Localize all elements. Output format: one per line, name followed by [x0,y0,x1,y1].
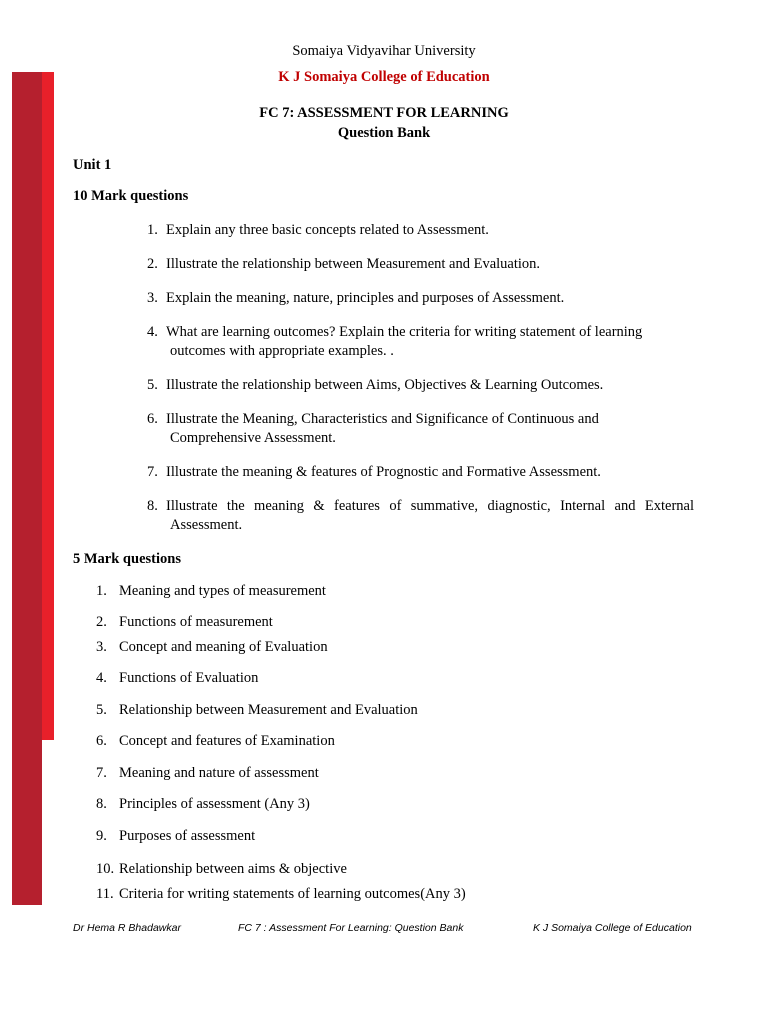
question-text: Criteria for writing statements of learning outcomes(Any 3) [119,886,466,902]
side-band-dark [12,72,42,905]
question-number: 6. [147,411,158,427]
question-number: 1. [147,222,158,238]
question-number: 1. [96,583,107,599]
question-number: 8. [147,498,158,514]
question-text: What are learning outcomes? Explain the criteria for writing statement of learning [166,324,643,340]
question-text: Illustrate the relationship between Aims, Objectives & Learning Outcomes. [166,377,604,393]
footer-college: K J Somaiya College of Education [533,922,692,934]
footer-author: Dr Hema R Bhadawkar [73,922,181,934]
question-text: Meaning and nature of assessment [119,765,319,781]
question-number: 11. [96,886,114,902]
question-number: 7. [147,464,158,480]
document-subtitle: Question Bank [337,125,431,141]
question-text: Principles of assessment (Any 3) [119,796,310,812]
question-text: Illustrate the relationship between Measurement and Evaluation. [166,256,541,272]
question-number: 9. [96,828,107,844]
question-text: Relationship between Measurement and Evaluation [119,702,418,718]
question-number: 8. [96,796,107,812]
question-text: Concept and features of Examination [119,733,335,749]
question-number: 2. [147,256,158,272]
question-text: Purposes of assessment [119,828,256,844]
question-number: 3. [147,290,158,306]
side-band-light [42,72,54,740]
question-number: 7. [96,765,107,781]
question-text: Illustrate the Meaning, Characteristics and Significance of Continuous and [166,411,599,427]
question-text: Functions of Evaluation [119,670,259,686]
question-text: Explain the meaning, nature, principles and purposes of Assessment. [166,290,565,306]
ten-mark-heading: 10 Mark questions [73,188,189,204]
question-text-continued: Assessment. [170,517,243,533]
college-name: K J Somaiya College of Education [278,69,490,85]
question-text: Illustrate the meaning & features of Prognostic and Formative Assessment. [166,464,601,480]
question-text: Explain any three basic concepts related to Assessment. [166,222,489,238]
question-number: 3. [96,639,107,655]
question-text: Relationship between aims & objective [119,861,347,877]
university-name: Somaiya Vidyavihar University [292,43,476,59]
course-title: FC 7: ASSESSMENT FOR LEARNING [259,105,509,121]
five-mark-heading: 5 Mark questions [73,551,181,567]
question-text: Illustrate the meaning & features of summative, diagnostic, Internal and External [166,498,694,514]
question-number: 2. [96,614,107,630]
question-text: Concept and meaning of Evaluation [119,639,328,655]
side-band-gap [42,740,54,905]
question-text-continued: outcomes with appropriate examples. . [170,343,394,359]
question-number: 4. [96,670,107,686]
footer-document-title: FC 7 : Assessment For Learning: Question Bank [238,922,464,934]
question-number: 6. [96,733,107,749]
question-number: 10. [96,861,115,877]
question-number: 5. [96,702,107,718]
question-number: 4. [147,324,158,340]
unit-heading: Unit 1 [73,157,112,173]
question-number: 5. [147,377,158,393]
question-text: Meaning and types of measurement [119,583,326,599]
question-text: Functions of measurement [119,614,273,630]
question-text-continued: Comprehensive Assessment. [170,430,336,446]
